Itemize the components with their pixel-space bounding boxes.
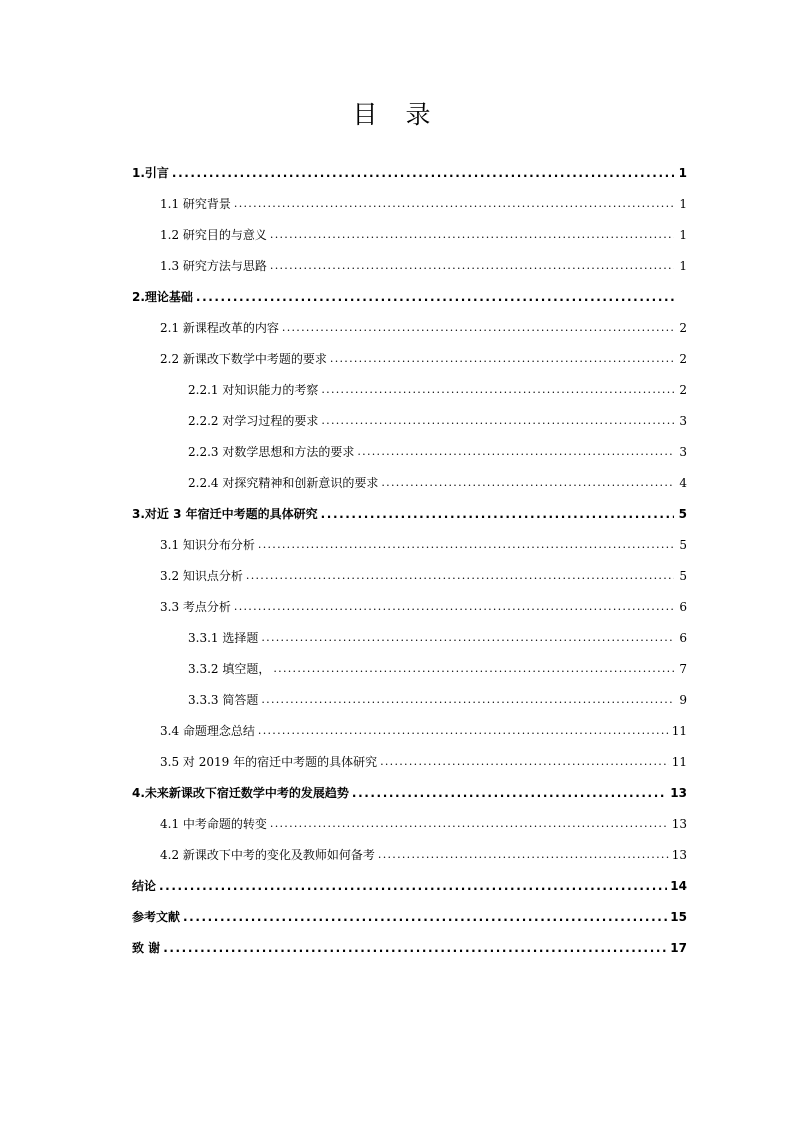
toc-entry[interactable] xyxy=(132,157,687,188)
toc-entry[interactable] xyxy=(188,684,687,715)
toc-entry-label: 3.3.2 填空题， xyxy=(188,662,271,676)
toc-entry[interactable] xyxy=(188,374,687,405)
toc-entry-page-number: 14 xyxy=(670,878,687,893)
toc-entry-label: 4.1 中考命题的转变 xyxy=(160,817,267,831)
toc-entry-label: 3.1 知识分布分析 xyxy=(160,538,255,552)
toc-entry[interactable] xyxy=(132,498,687,529)
toc-entry-page-number: 13 xyxy=(671,847,687,862)
toc-entry-page-number: 5 xyxy=(679,537,687,552)
toc-entry-page-number: 1 xyxy=(679,258,687,273)
toc-entry[interactable] xyxy=(132,870,687,901)
toc-entry-page-number: 6 xyxy=(679,630,687,645)
toc-entry[interactable] xyxy=(160,560,687,591)
toc-leader-dots xyxy=(234,600,674,613)
toc-entry-page-number: 2 xyxy=(679,351,687,366)
toc-leader-dots xyxy=(246,569,674,582)
toc-leader-dots xyxy=(321,414,674,427)
toc-entry-label: 结论 xyxy=(132,879,157,893)
toc-entry-page-number: 11 xyxy=(671,754,687,769)
page-title: 目 录 xyxy=(352,100,441,129)
toc-entry-page-number: 6 xyxy=(679,599,687,614)
toc-leader-dots xyxy=(196,290,674,304)
toc-leader-dots xyxy=(270,817,669,830)
toc-leader-dots xyxy=(163,941,667,955)
toc-entry-page-number: 7 xyxy=(679,661,687,676)
toc-entry[interactable] xyxy=(160,188,687,219)
toc-entry[interactable] xyxy=(160,839,687,870)
toc-entry-label: 3.3.3 简答题 xyxy=(188,693,259,707)
toc-leader-dots xyxy=(380,755,669,768)
toc-entry-label: 2.2.4 对探究精神和创新意识的要求 xyxy=(188,476,379,490)
toc-entry-page-number: 9 xyxy=(679,692,687,707)
toc-entry[interactable] xyxy=(160,591,687,622)
toc-entry-label: 3.3 考点分析 xyxy=(160,600,231,614)
toc-entry[interactable] xyxy=(160,746,687,777)
toc-entry[interactable] xyxy=(160,343,687,374)
toc-entry[interactable] xyxy=(188,622,687,653)
toc-entry[interactable] xyxy=(160,715,687,746)
toc-entry-label: 致 谢 xyxy=(132,941,161,955)
toc-entry[interactable] xyxy=(160,312,687,343)
toc-entry-label: 3.对近 3 年宿迁中考题的具体研究 xyxy=(132,507,318,521)
toc-leader-dots xyxy=(330,352,674,365)
toc-entry[interactable] xyxy=(132,932,687,963)
toc-entry-page-number: 3 xyxy=(679,413,687,428)
toc-entry[interactable] xyxy=(188,653,687,684)
toc-entry-label: 1.3 研究方法与思路 xyxy=(160,259,267,273)
toc-entry-label: 2.2.2 对学习过程的要求 xyxy=(188,414,319,428)
toc-entry-label: 3.5 对 2019 年的宿迁中考题的具体研究 xyxy=(160,755,378,769)
toc-entry-page-number: 2 xyxy=(679,320,687,335)
toc-entry-label: 1.1 研究背景 xyxy=(160,197,231,211)
toc-entry-label: 2.2 新课改下数学中考题的要求 xyxy=(160,352,327,366)
toc-entry-label: 4.未来新课改下宿迁数学中考的发展趋势 xyxy=(132,786,349,800)
toc-leader-dots xyxy=(172,166,674,180)
toc-leader-dots xyxy=(321,383,674,396)
toc-entry-label: 1.2 研究目的与意义 xyxy=(160,228,267,242)
toc-entry-page-number: 13 xyxy=(670,785,687,800)
toc-leader-dots xyxy=(381,476,674,489)
toc-entry-page-number: 4 xyxy=(679,475,687,490)
toc-entry-label: 3.2 知识点分析 xyxy=(160,569,243,583)
toc-leader-dots xyxy=(159,879,667,893)
toc-leader-dots xyxy=(258,724,669,737)
toc-entry-page-number: 5 xyxy=(679,568,687,583)
toc-entry-page-number: 1 xyxy=(679,196,687,211)
toc-entry[interactable] xyxy=(132,281,687,312)
toc-entry-page-number: 1 xyxy=(679,227,687,242)
toc-entry[interactable] xyxy=(160,529,687,560)
toc-entry-page-number: 3 xyxy=(679,444,687,459)
toc-entry[interactable] xyxy=(160,219,687,250)
toc-leader-dots xyxy=(270,259,674,272)
toc-entry[interactable] xyxy=(132,901,687,932)
toc-leader-dots xyxy=(261,631,674,644)
toc-leader-dots xyxy=(258,538,674,551)
toc-leader-dots xyxy=(234,197,674,210)
toc-entry-page-number: 2 xyxy=(679,382,687,397)
toc-entry-page-number: 5 xyxy=(678,506,687,521)
toc-entry-label: 2.理论基础 xyxy=(132,290,193,304)
toc-entry-label: 1.引言 xyxy=(132,166,169,180)
toc-leader-dots xyxy=(282,321,674,334)
toc-entry-page-number: 11 xyxy=(671,723,687,738)
toc-entry-label: 3.3.1 选择题 xyxy=(188,631,259,645)
toc-leader-dots xyxy=(183,910,667,924)
toc-leader-dots xyxy=(352,786,667,800)
toc-leader-dots xyxy=(357,445,674,458)
toc-entry-label: 2.2.3 对数学思想和方法的要求 xyxy=(188,445,355,459)
toc-entry-label: 4.2 新课改下中考的变化及教师如何备考 xyxy=(160,848,375,862)
toc-entry-page-number: 1 xyxy=(678,165,687,180)
toc-leader-dots xyxy=(273,662,674,675)
toc-entry[interactable] xyxy=(132,777,687,808)
toc-entry[interactable] xyxy=(188,467,687,498)
toc-leader-dots xyxy=(270,228,674,241)
toc-entry-label: 2.2.1 对知识能力的考察 xyxy=(188,383,319,397)
toc-entry-page-number: 15 xyxy=(670,909,687,924)
toc-entry-label: 3.4 命题理念总结 xyxy=(160,724,255,738)
toc-leader-dots xyxy=(261,693,674,706)
toc-entry[interactable] xyxy=(188,436,687,467)
toc-entry-label: 2.1 新课程改革的内容 xyxy=(160,321,279,335)
toc-entry-page-number: 17 xyxy=(670,940,687,955)
toc-entry-page-number: 13 xyxy=(671,816,687,831)
toc-leader-dots xyxy=(378,848,669,861)
toc-entry[interactable] xyxy=(160,250,687,281)
toc-entry[interactable] xyxy=(188,405,687,436)
toc-leader-dots xyxy=(321,507,674,521)
toc-entry-label: 参考文献 xyxy=(132,910,181,924)
toc-entry[interactable] xyxy=(160,808,687,839)
